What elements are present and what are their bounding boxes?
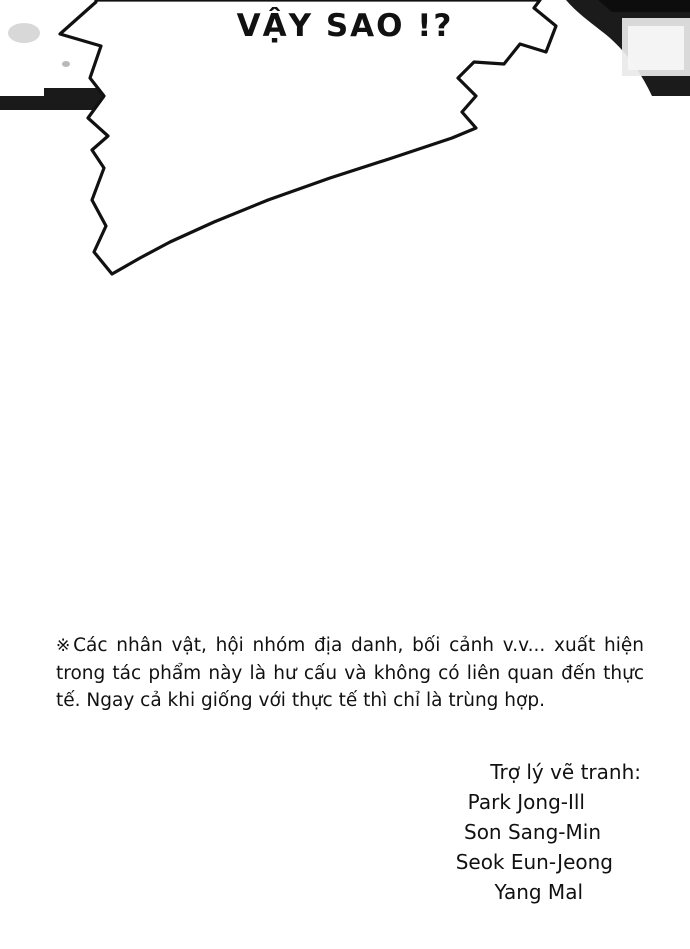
credits-block (0, 757, 645, 907)
credits-name-2: Son Sang-Min (464, 820, 601, 844)
credits-name-4: Yang Mal (494, 880, 583, 904)
credits-role-label: Trợ lý vẽ tranh: (490, 760, 641, 784)
credits-name-1: Park Jong-Ill (467, 790, 585, 814)
disclaimer-text: Các nhân vật, hội nhóm địa danh, bối cảnh v.v... xuất hiện trong tác phẩm này là hư cấu và không có liên quan đến thực tế. Ngay cả khi giống với thực tế thì chỉ là trùng hợp. (56, 634, 644, 711)
reference-mark-icon: ※ (56, 635, 74, 656)
disclaimer-paragraph (56, 632, 644, 714)
smudge-dot-shape (62, 61, 70, 67)
smudge-shape (8, 23, 40, 43)
credits-name-3: Seok Eun-Jeong (455, 850, 613, 874)
balloon-text: VẬY SAO !? (236, 8, 454, 44)
